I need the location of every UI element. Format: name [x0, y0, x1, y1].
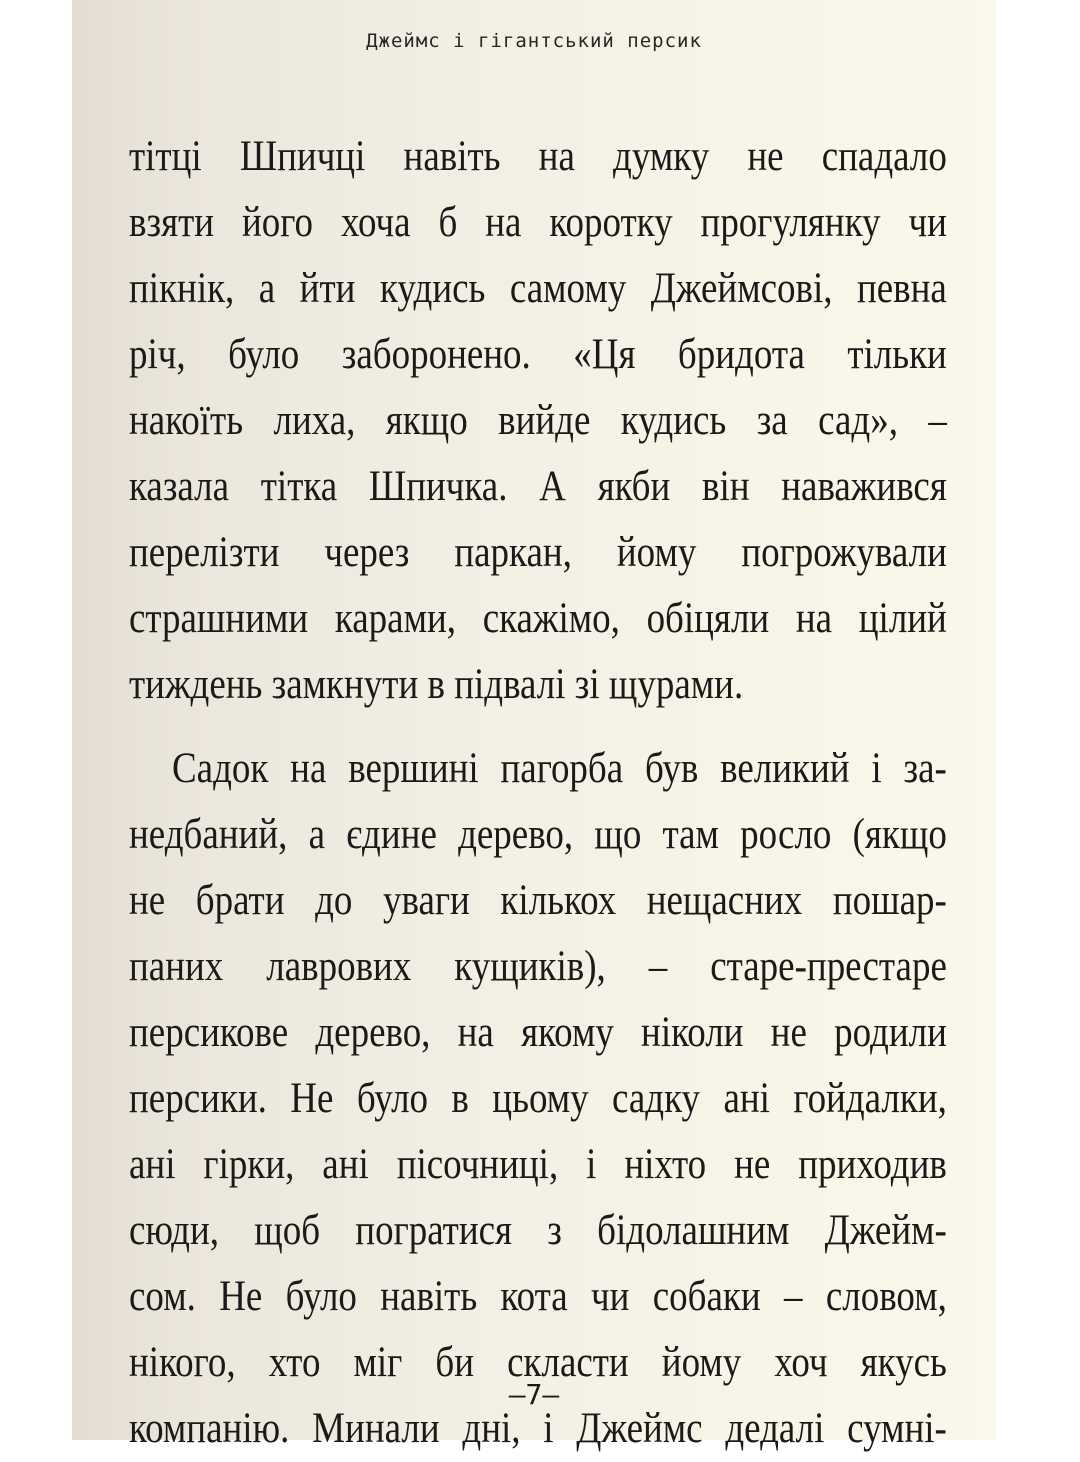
- book-page: [72, 0, 996, 1452]
- text-line: накоїть лиха, якщо вийде кудись за сад», –: [129, 397, 947, 444]
- text-line: сом. Не було навіть кота чи собаки – словом,: [129, 1273, 947, 1320]
- text-line: пікнік, а йти кудись самому Джеймсові, певна: [129, 265, 947, 312]
- page-number: –7–: [508, 1378, 560, 1411]
- text-line: не брати до уваги кількох нещасних пошар-: [129, 877, 947, 924]
- paragraph-gap: [129, 718, 832, 736]
- text-line: річ, було заборонено. «Ця бридота тільки: [129, 331, 947, 378]
- paragraph-1: [129, 124, 947, 718]
- body-text: [129, 124, 947, 1462]
- text-line: казала тітка Шпичка. А якби він наважився: [129, 463, 947, 510]
- text-line: перелізти через паркан, йому погрожували: [129, 529, 947, 576]
- text-line: нікого, хто міг би скласти йому хоч якусь: [129, 1339, 947, 1386]
- paragraph-2: [129, 736, 947, 1462]
- text-line: тиждень замкнути в підвалі зі щурами.: [129, 661, 744, 708]
- text-line: персикове дерево, на якому ніколи не родили: [129, 1009, 947, 1056]
- text-line: тітці Шпичці навіть на думку не спадало: [129, 133, 947, 180]
- text-line: персики. Не було в цьому садку ані гойдалки,: [129, 1075, 947, 1122]
- text-line: недбаний, а єдине дерево, що там росло (якщо: [129, 811, 947, 858]
- text-line: сюди, щоб погратися з бідолашним Джейм-: [129, 1207, 947, 1254]
- text-line: страшними карами, скажімо, обіцяли на цілий: [129, 595, 947, 642]
- text-line: компанію. Минали дні, і Джеймс дедалі сумні-: [129, 1405, 947, 1452]
- text-line: взяти його хоча б на коротку прогулянку чи: [129, 199, 947, 246]
- text-line: Садок на вершині пагорба був великий і за-: [172, 745, 947, 792]
- text-line: паних лаврових кущиків), – старе-престаре: [129, 943, 947, 990]
- text-line: ані гірки, ані пісочниці, і ніхто не приходив: [129, 1141, 947, 1188]
- running-header: Джеймс і гігантський персик: [366, 30, 702, 52]
